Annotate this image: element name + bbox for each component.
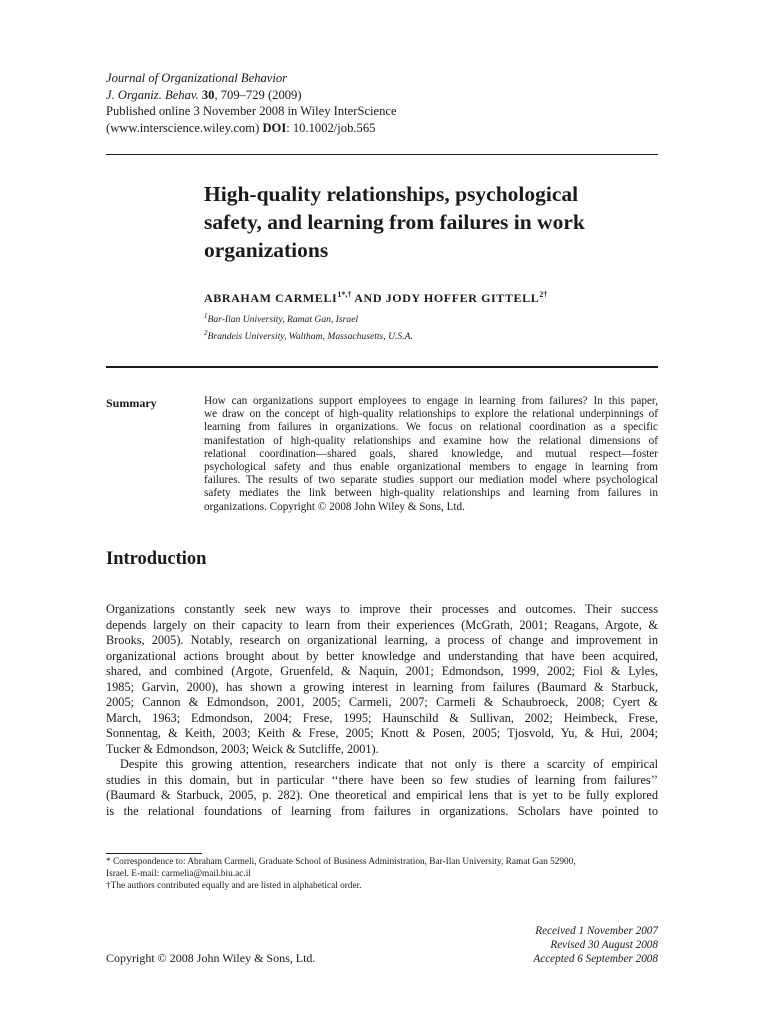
pages-year: , 709–729 (2009) (214, 87, 302, 102)
received-dates (533, 924, 658, 966)
footnote-marker: † (106, 880, 111, 891)
affiliation (204, 310, 413, 327)
volume-number: 30 (201, 87, 215, 102)
summary-line: organizations. Copyright © 2008 John Wiley & Sons, Ltd. (204, 500, 465, 513)
section-heading: Introduction (106, 549, 207, 569)
top-divider (106, 154, 658, 155)
affiliation-text: Bar-Ilan University, Ramat Gan, Israel (207, 314, 359, 326)
footnote (106, 869, 658, 881)
summary-line: How can organizations support employees to engage in learning from failures? In this paper, (204, 395, 658, 407)
article-title (204, 180, 658, 264)
body-line: studies in this domain, but in particular ‘‘there have been so few studies of learning from failures’’ (106, 772, 658, 787)
body-line: organizational actions brought about by better knowledge and understanding that have been acquired, (106, 648, 658, 663)
affiliation-marker: 1 (204, 312, 208, 320)
body-line: Despite this growing attention, researchers indicate that not only is there a scarcity of empirical (120, 757, 658, 771)
author-name: ABRAHAM CARMELI (204, 291, 338, 305)
body-line: (Baumard & Starbuck, 2005, p. 282). One theoretical and empirical lens that is yet to be fully explored (106, 788, 658, 802)
doi-label: DOI (262, 120, 287, 135)
summary-line: relational coordination—shared goals, shared knowledge, and mutual respect—foster (204, 447, 658, 460)
affiliations (204, 310, 413, 343)
summary-abstract (204, 395, 658, 514)
doi-line (106, 120, 666, 137)
body-line: shared, and combined (Argote, Gruenfeld, & Naquin, 2001; Edmondson, 1999, 2002; Fiol & Lyles, (106, 664, 658, 678)
body-line: Organizations constantly seek new ways to improve their processes and outcomes. Their success (106, 602, 658, 616)
summary-line: psychological safety and thus enable organizational members to engage in learning from (204, 461, 658, 474)
summary-line: failures. The results of two separate studies support our mediation model where psychological (204, 474, 658, 487)
author-conjunction: AND (351, 291, 386, 305)
footnote (106, 881, 658, 893)
body-line: Tucker & Edmondson, 2003; Weick & Sutcliffe, 2001). (106, 741, 379, 756)
summary-label: Summary (106, 396, 157, 410)
summary-line: learning from failures in organizations. We focus on relational coordination as a specific (204, 421, 658, 434)
header-divider (106, 366, 658, 368)
title-line: High-quality relationships, psychological (204, 182, 579, 206)
body-line: 1985; Garvin, 2000), has shown a growing interest in learning from failures (Baumard & Starbuck, (106, 679, 658, 694)
published-line: Published online 3 November 2008 in Wiley InterScience (106, 104, 397, 118)
summary-line: safety mediates the link between high-quality relationships and learning from failures in (204, 487, 658, 500)
affiliation-text: Brandeis University, Waltham, Massachusetts, U.S.A. (207, 330, 413, 342)
accepted-date: Accepted 6 September 2008 (533, 953, 658, 965)
affiliation (204, 327, 413, 344)
footnote-text: Correspondence to: Abraham Carmeli, Graduate School of Business Administration, Bar-Ilan University, Ramat Gan 52900, (110, 857, 576, 867)
title-line: organizations (204, 238, 329, 262)
footnote-text: The authors contributed equally and are listed in alphabetical order. (110, 880, 362, 891)
journal-abbrev: J. Organiz. Behav. (106, 87, 199, 102)
received-date: Received 1 November 2007 (535, 925, 658, 937)
body-line: Sonnentag, & Keith, 2003; Keith & Frese, 2005; Knott & Posen, 2005; Tjosvold, Yu, & Hui, 2004; (106, 726, 658, 740)
body-line: is the relational foundations of learning from failures in organizations. Scholars have pointed to (106, 803, 658, 818)
summary-line: manifestation of high-quality relationships and examine how the relational dimensions of (204, 434, 658, 447)
journal-name: Journal of Organizational Behavior (106, 71, 288, 85)
author-marker: 2† (539, 290, 548, 299)
footnotes (106, 857, 658, 892)
footnote (106, 857, 658, 869)
footnote-divider (106, 853, 202, 854)
journal-masthead (106, 70, 666, 136)
copyright-notice: Copyright © 2008 John Wiley & Sons, Ltd. (106, 951, 316, 965)
citation-line (106, 87, 666, 104)
revised-date: Revised 30 August 2008 (550, 939, 658, 951)
author-name: JODY HOFFER GITTELL (385, 291, 540, 305)
body-line: depends largely on their capacity to learn from their experiences (McGrath, 2001; Reagans, Argote, & (106, 617, 658, 632)
author-marker: 1*,† (337, 290, 352, 299)
footnote-marker: * (106, 857, 111, 867)
body-line: 2005; Cannon & Edmondson, 2001, 2005; Carmeli, 2007; Carmeli & Schaubroeck, 2008; Cyert & (106, 695, 658, 709)
affiliation-marker: 2 (204, 328, 208, 337)
body-line: Brooks, 2005). Notably, research on organizational learning, a process of change and improvement in (106, 633, 658, 647)
doi-value: : 10.1002/job.565 (286, 120, 376, 135)
introduction-body (106, 602, 658, 819)
title-line: safety, and learning from failures in work (204, 210, 585, 234)
summary-line: we draw on the concept of high-quality relationships to explore the relational underpinnings of (204, 408, 658, 421)
footnote-text: Israel. E-mail: carmelia@mail.biu.ac.il (106, 868, 251, 879)
author-list (204, 290, 547, 306)
body-line: March, 1963; Edmondson, 2004; Frese, 1995; Haunschild & Sullivan, 2002; Heimbeck, Frese, (106, 710, 658, 725)
publisher-url: (www.interscience.wiley.com) (106, 120, 260, 135)
